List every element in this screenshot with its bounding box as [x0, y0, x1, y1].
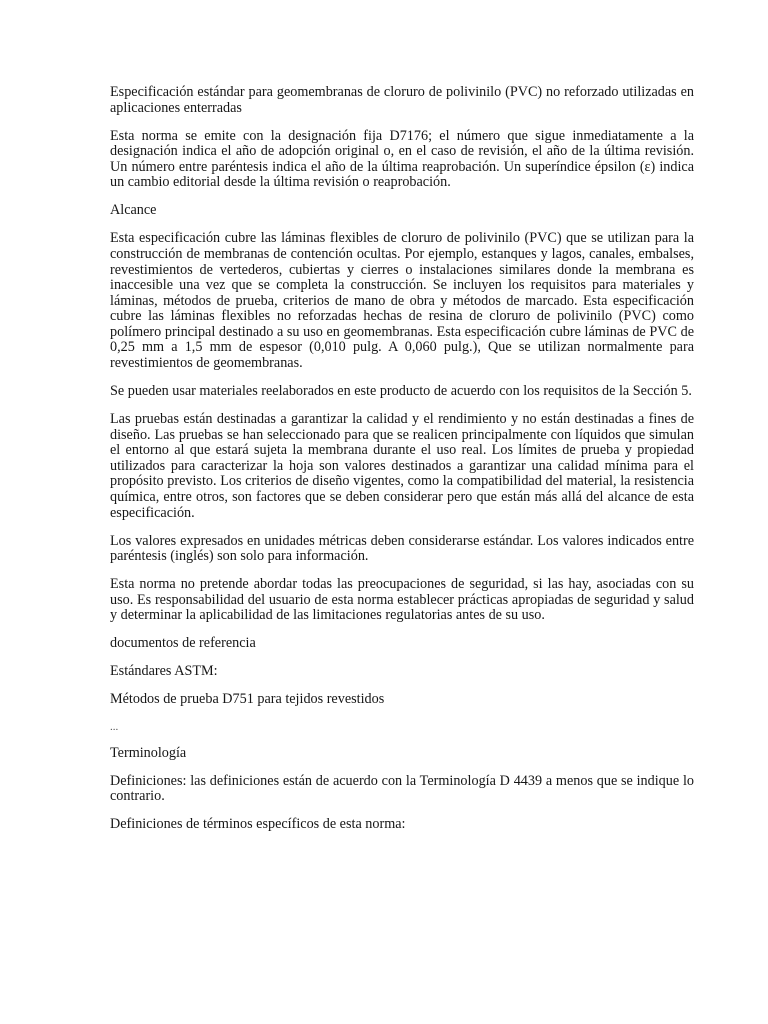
scope-heading: Alcance	[110, 202, 157, 219]
designation-note: Esta norma se emite con la designación fija D7176; el número que sigue inmediatamente a la designación indica el año de adopción original o, en el caso de revisión, el año de la última revisión. Un número entre paréntesis indica el año de la última reaprobación. Un superíndice épsilon (ε) indica un cambio editorial desde la última revisión o reaprobación.	[110, 127, 694, 191]
astm-heading: Estándares ASTM:	[110, 663, 218, 680]
scope-paragraph-1: Esta especificación cubre las láminas flexibles de cloruro de polivinilo (PVC) que se utilizan para la construcción de membranas de contención ocultas. Por ejemplo, estanques y lagos, canales, embalses, revestimientos de vertederos, cubiertas y cierres o instalaciones similares donde la membrana es inaccesible una vez que se completa la construcción. Se incluyen los requisitos para materiales y láminas, métodos de prueba, criterios de mano de obra y métodos de marcado. Esta especificación cubre las láminas flexibles no reforzadas hechas de resina de cloruro de polivinilo (PVC) como polímero principal destinado a su uso en geomembranas. Esta especificación cubre láminas de PVC de 0,25 mm a 1,5 mm de espesor (0,010 pulg. A 0,060 pulg.), Que se utilizan normalmente para revestimientos de geomembranas.	[110, 230, 694, 372]
omitted-content-ellipsis: ...	[110, 721, 119, 734]
document-title: Especificación estándar para geomembranas de cloruro de polivinilo (PVC) no reforzado utilizadas en aplicaciones enterradas	[110, 84, 694, 116]
astm-item-d751: Métodos de prueba D751 para tejidos revestidos	[110, 691, 385, 708]
scope-paragraph-5: Esta norma no pretende abordar todas las preocupaciones de seguridad, si las hay, asociadas con su uso. Es responsabilidad del usuario de esta norma establecer prácticas apropiadas de seguridad y salud y determinar la aplicabilidad de las limitaciones regulatorias antes de su uso.	[110, 576, 694, 624]
references-heading: documentos de referencia	[110, 635, 256, 652]
scope-paragraph-2: Se pueden usar materiales reelaborados en este producto de acuerdo con los requisitos de la Sección 5.	[110, 383, 692, 400]
specific-definitions-heading: Definiciones de términos específicos de esta norma:	[110, 816, 406, 833]
scope-paragraph-3: Las pruebas están destinadas a garantizar la calidad y el rendimiento y no están destinadas a fines de diseño. Las pruebas se han seleccionado para que se realicen principalmente con líquidos que simulan el entorno al que estará sujeta la membrana durante el uso real. Los límites de prueba y propiedad utilizados para caracterizar la hoja son valores destinados a garantizar una calidad mínima para el propósito previsto. Los criterios de diseño vigentes, como la compatibilidad del material, la resistencia química, entre otros, son factores que se deben considerar pero que están más allá del alcance de esta especificación.	[110, 411, 694, 521]
definitions-paragraph: Definiciones: las definiciones están de acuerdo con la Terminología D 4439 a menos que se indique lo contrario.	[110, 772, 694, 805]
scope-paragraph-4: Los valores expresados en unidades métricas deben considerarse estándar. Los valores indicados entre paréntesis (inglés) son solo para información.	[110, 532, 694, 565]
terminology-heading: Terminología	[110, 744, 187, 761]
document-page	[110, 85, 694, 845]
